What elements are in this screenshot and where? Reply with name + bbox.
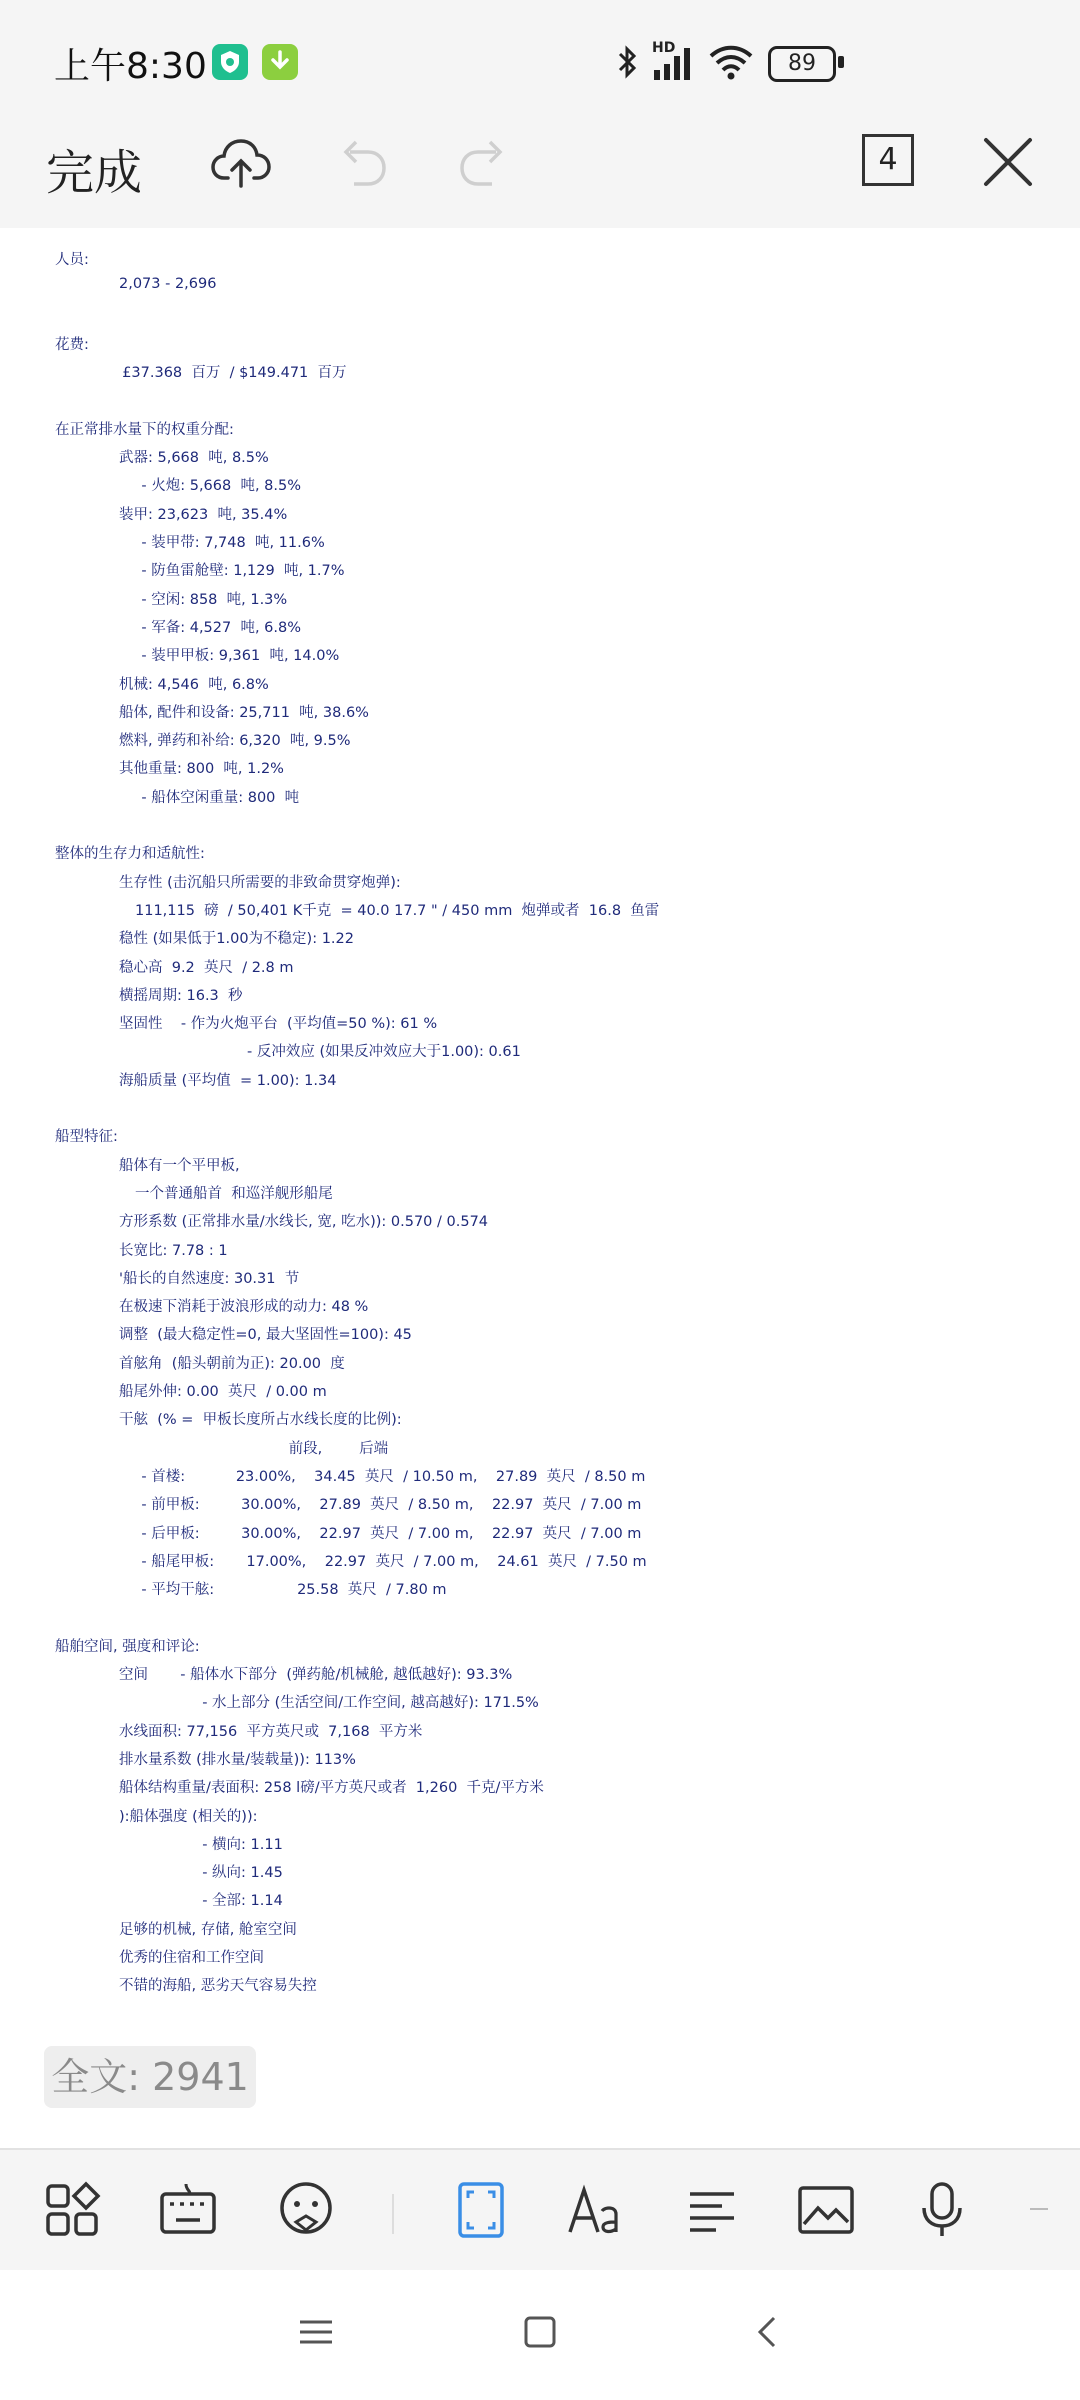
document-line: - 反冲效应 (如果反冲效应大于1.00): 0.61 (247, 1044, 521, 1061)
system-nav-bar (0, 2270, 1080, 2400)
page-count-button[interactable]: 4 (862, 134, 914, 186)
close-icon[interactable] (980, 132, 1036, 196)
redo-icon[interactable] (456, 134, 512, 198)
document-line: 首舷角 (船头朝前为正): 20.00 度 (119, 1355, 345, 1372)
document-line: - 空闲: 858 吨, 1.3% (141, 591, 288, 608)
battery-tip (838, 56, 844, 68)
bottom-toolbar (0, 2148, 1080, 2270)
document-line: 燃料, 弹药和补给: 6,320 吨, 9.5% (119, 733, 351, 750)
toolbar-divider (392, 2194, 394, 2234)
align-left-icon[interactable] (682, 2180, 742, 2240)
document-line: - 船尾甲板: 17.00%, 22.97 英尺 / 7.00 m, 24.61 英尺 / 7.50 m (141, 1553, 647, 1570)
battery-indicator: 89 (768, 46, 836, 82)
image-icon[interactable] (796, 2180, 856, 2240)
download-app-icon (262, 44, 298, 80)
document-line: 海船质量 (平均值 = 1.00): 1.34 (119, 1072, 337, 1089)
pen-face-icon[interactable] (276, 2180, 336, 2240)
document-line: - 装甲带: 7,748 吨, 11.6% (141, 535, 325, 551)
document-line: 方形系数 (正常排水量/水线长, 宽, 吃水)): 0.570 / 0.574 (119, 1214, 489, 1231)
shield-app-icon (212, 44, 248, 80)
more-indicator (1030, 2208, 1048, 2210)
document-line: 足够的机械, 存储, 舱室空间 (119, 1921, 297, 1938)
menu-nav-icon[interactable] (296, 2312, 336, 2356)
document-line: 装甲: 23,623 吨, 35.4% (119, 506, 288, 523)
document-line: - 全部: 1.14 (202, 1893, 283, 1910)
document-line: - 军备: 4,527 吨, 6.8% (141, 619, 302, 636)
bluetooth-icon (612, 44, 642, 84)
document-line: 排水量系数 (排水量/装载量)): 113% (119, 1751, 356, 1768)
document-line: 生存性 (击沉船只所需要的非致命贯穿炮弹): (119, 874, 401, 891)
document-line: ):船体强度 (相关的)): (119, 1808, 258, 1825)
document-line: £37.368 百万 / $149.471 百万 (122, 365, 347, 382)
document-line: 横摇周期: 16.3 秒 (119, 987, 243, 1004)
network-type-label: HD (652, 40, 676, 56)
fullscreen-icon[interactable] (452, 2180, 512, 2240)
document-line: 船体结构重量/表面积: 258 l磅/平方英尺或者 1,260 千克/平方米 (119, 1780, 544, 1797)
document-line: 机械: 4,546 吨, 6.8% (119, 676, 269, 693)
signal-icon (652, 40, 698, 86)
document-line: 武器: 5,668 吨, 8.5% (119, 450, 269, 467)
undo-icon[interactable] (334, 134, 390, 198)
document-line: - 前甲板: 30.00%, 27.89 英尺 / 8.50 m, 22.97 英尺 / 7.00 m (141, 1497, 642, 1514)
document-line: 空间 - 船体水下部分 (弹药舱/机械舱, 越低越好): 93.3% (119, 1667, 513, 1683)
mic-icon[interactable] (912, 2180, 972, 2240)
document-line: - 水上部分 (生活空间/工作空间, 越高越好): 171.5% (202, 1695, 539, 1712)
back-nav-icon[interactable] (748, 2312, 788, 2356)
document-line: 2,073 - 2,696 (119, 276, 217, 293)
document-line: - 火炮: 5,668 吨, 8.5% (141, 478, 302, 495)
document-line: 船舶空间, 强度和评论: (55, 1638, 200, 1655)
document-line: - 平均干舷: 25.58 英尺 / 7.80 m (141, 1582, 447, 1599)
document-line: 调整 (最大稳定性=0, 最大坚固性=100): 45 (119, 1327, 412, 1344)
document-line: 在正常排水量下的权重分配: (55, 421, 234, 438)
editor-toolbar (0, 120, 1080, 230)
document-line: 长宽比: 7.78 : 1 (119, 1242, 228, 1259)
font-icon[interactable] (566, 2180, 626, 2240)
done-button[interactable]: 完成 (46, 145, 143, 201)
document-line: 稳性 (如果低于1.00为不稳定): 1.22 (119, 931, 354, 948)
document-line: 优秀的住宿和工作空间 (119, 1950, 264, 1966)
document-line: 前段, 后端 (288, 1440, 389, 1457)
document-line: 一个普通船首 和巡洋舰形船尾 (135, 1185, 333, 1202)
document-line: 111,115 磅 / 50,401 K千克 = 40.0 17.7 " / 450 mm 炮弹或者 16.8 鱼雷 (135, 902, 660, 919)
document-line: 整体的生存力和适航性: (55, 846, 205, 863)
document-line: 不错的海船, 恶劣天气容易失控 (119, 1978, 317, 1995)
document-line: 船体, 配件和设备: 25,711 吨, 38.6% (119, 704, 369, 721)
document-line: 其他重量: 800 吨, 1.2% (119, 761, 284, 778)
document-line: 坚固性 - 作为火炮平台 (平均值=50 %): 61 % (119, 1016, 438, 1033)
status-bar (0, 0, 1080, 120)
document-line: - 横向: 1.11 (202, 1836, 283, 1853)
document-line: - 船体空闲重量: 800 吨 (141, 789, 300, 806)
document-line: '船长的自然速度: 30.31 节 (119, 1270, 300, 1287)
document-line: 干舷 (% = 甲板长度所占水线长度的比例): (119, 1412, 402, 1429)
home-nav-icon[interactable] (520, 2312, 560, 2356)
document-line: 在极速下消耗于波浪形成的动力: 48 % (119, 1299, 369, 1316)
document-line: 人员: (55, 252, 89, 268)
document-line: 稳心高 9.2 英尺 / 2.8 m (119, 959, 294, 976)
document-line: 水线面积: 77,156 平方英尺或 7,168 平方米 (119, 1723, 423, 1740)
apps-icon[interactable] (42, 2180, 102, 2240)
word-count-badge: 全文: 2941 (44, 2046, 256, 2108)
document-line: - 后甲板: 30.00%, 22.97 英尺 / 7.00 m, 22.97 英尺 / 7.00 m (141, 1525, 642, 1542)
keyboard-icon[interactable] (158, 2180, 218, 2240)
document-line: - 装甲甲板: 9,361 吨, 14.0% (141, 648, 340, 665)
document-line: 船体有一个平甲板, (119, 1157, 240, 1174)
status-time: 上午8:30 (54, 46, 207, 87)
document-body[interactable] (0, 228, 1080, 2140)
document-line: - 防鱼雷舱壁: 1,129 吨, 1.7% (141, 563, 345, 580)
document-line: 船尾外伸: 0.00 英尺 / 0.00 m (119, 1384, 327, 1400)
document-line: - 首楼: 23.00%, 34.45 英尺 / 10.50 m, 27.89 英尺 / 8.50 m (141, 1468, 646, 1485)
document-line: 船型特征: (55, 1129, 118, 1146)
document-line: - 纵向: 1.45 (202, 1865, 283, 1882)
wifi-icon (708, 44, 754, 84)
cloud-upload-icon[interactable] (210, 134, 272, 198)
document-line: 花费: (55, 336, 89, 353)
